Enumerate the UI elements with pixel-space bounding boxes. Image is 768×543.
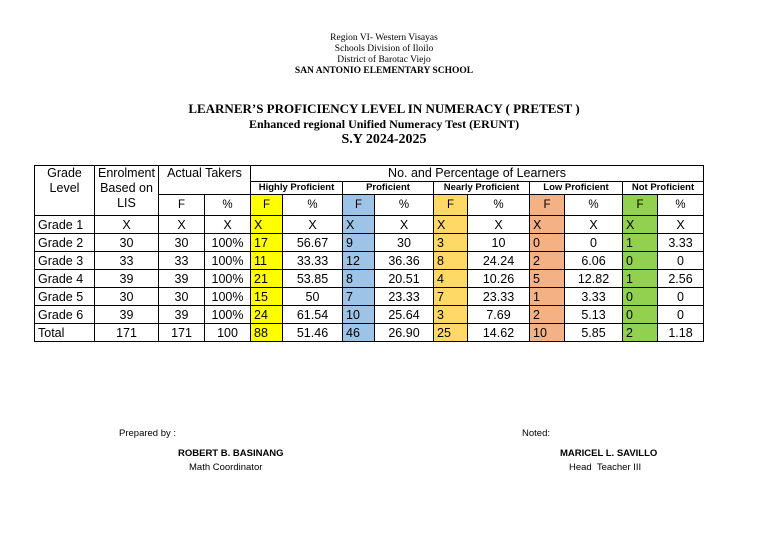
hp-pct-cell: 56.67 [283, 234, 343, 252]
report-title: LEARNER’S PROFICIENCY LEVEL IN NUMERACY ( PRETEST ) [188, 101, 580, 116]
enrolment-cell: 171 [95, 324, 159, 342]
noted-label: Noted: [522, 428, 550, 439]
nt-pct-cell: 0 [658, 306, 704, 324]
lp-pct-cell: 12.82 [565, 270, 623, 288]
grade-cell: Grade 3 [35, 252, 95, 270]
header-enrolment: Enrolment Based on LIS [95, 166, 159, 216]
grade-cell: Grade 4 [35, 270, 95, 288]
prepared-by-label: Prepared by : [119, 428, 177, 439]
hp-f-cell: X [251, 216, 283, 234]
header-low-proficient: Low Proficient [530, 182, 623, 195]
lp-pct-cell: 3.33 [565, 288, 623, 306]
header-p-f: F [343, 195, 375, 216]
takers-pct-cell: 100% [205, 288, 251, 306]
np-pct-cell: 10 [468, 234, 530, 252]
enrolment-cell: 30 [95, 288, 159, 306]
header-nt-f: F [623, 195, 658, 216]
nt-f-cell: 0 [623, 288, 658, 306]
nt-pct-cell: 2.56 [658, 270, 704, 288]
nt-pct-cell: 0 [658, 288, 704, 306]
prepared-by-title: Math Coordinator [189, 462, 263, 473]
p-pct-cell: 36.36 [375, 252, 434, 270]
total-row [35, 324, 704, 342]
prepared-by-name: ROBERT B. BASINANG [178, 448, 284, 459]
nt-f-cell: 1 [623, 234, 658, 252]
lp-f-cell: 1 [530, 288, 565, 306]
p-pct-cell: 30 [375, 234, 434, 252]
enrolment-cell: 33 [95, 252, 159, 270]
table-row [35, 306, 704, 324]
p-f-cell: 46 [343, 324, 375, 342]
hp-f-cell: 15 [251, 288, 283, 306]
header-takers-f: F [159, 195, 205, 216]
takers-cell: 39 [159, 306, 205, 324]
lp-pct-cell: 5.13 [565, 306, 623, 324]
header-p-pct: % [375, 195, 434, 216]
takers-cell: 30 [159, 234, 205, 252]
takers-pct-cell: 100% [205, 234, 251, 252]
np-pct-cell: X [468, 216, 530, 234]
table-row [35, 270, 704, 288]
division-text: Schools Division of Iloilo [334, 44, 434, 54]
hp-f-cell: 17 [251, 234, 283, 252]
p-f-cell: 7 [343, 288, 375, 306]
lp-f-cell: 0 [530, 234, 565, 252]
takers-pct-cell: 100% [205, 252, 251, 270]
lp-f-cell: 2 [530, 252, 565, 270]
p-pct-cell: 25.64 [375, 306, 434, 324]
takers-pct-cell: 100% [205, 270, 251, 288]
lp-f-cell: X [530, 216, 565, 234]
nt-f-cell: 1 [623, 270, 658, 288]
np-f-cell: 3 [434, 234, 468, 252]
p-pct-cell: 20.51 [375, 270, 434, 288]
takers-cell: 30 [159, 288, 205, 306]
np-f-cell: 3 [434, 306, 468, 324]
np-f-cell: 8 [434, 252, 468, 270]
nt-f-cell: 0 [623, 252, 658, 270]
np-f-cell: 25 [434, 324, 468, 342]
nt-pct-cell: X [658, 216, 704, 234]
np-f-cell: 4 [434, 270, 468, 288]
grade-cell: Grade 5 [35, 288, 95, 306]
header-takers-pct: % [205, 195, 251, 216]
enrolment-cell: 30 [95, 234, 159, 252]
p-f-cell: 9 [343, 234, 375, 252]
nt-f-cell: X [623, 216, 658, 234]
lp-pct-cell: 5.85 [565, 324, 623, 342]
p-f-cell: 12 [343, 252, 375, 270]
header-not-proficient: Not Proficient [623, 182, 704, 195]
takers-cell: X [159, 216, 205, 234]
table-row [35, 252, 704, 270]
hp-pct-cell: 53.85 [283, 270, 343, 288]
hp-f-cell: 21 [251, 270, 283, 288]
header-no-percentage: No. and Percentage of Learners [251, 166, 704, 182]
p-f-cell: X [343, 216, 375, 234]
table-row [35, 288, 704, 306]
np-f-cell: 7 [434, 288, 468, 306]
header-proficient: Proficient [343, 182, 434, 195]
np-pct-cell: 7.69 [468, 306, 530, 324]
district-text: District of Barotac Viejo [337, 55, 431, 65]
noted-by-name: MARICEL L. SAVILLO [560, 448, 658, 459]
p-pct-cell: 23.33 [375, 288, 434, 306]
nt-f-cell: 0 [623, 306, 658, 324]
p-pct-cell: 26.90 [375, 324, 434, 342]
p-pct-cell: X [375, 216, 434, 234]
header-lp-pct: % [565, 195, 623, 216]
hp-pct-cell: 33.33 [283, 252, 343, 270]
nt-pct-cell: 1.18 [658, 324, 704, 342]
hp-pct-cell: 61.54 [283, 306, 343, 324]
takers-cell: 39 [159, 270, 205, 288]
takers-pct-cell: X [205, 216, 251, 234]
school-year: S.Y 2024-2025 [341, 132, 427, 147]
header-actual-takers: Actual Takers [159, 166, 251, 195]
enrolment-cell: X [95, 216, 159, 234]
school-name: SAN ANTONIO ELEMENTARY SCHOOL [294, 66, 474, 76]
letterhead [0, 33, 768, 77]
hp-f-cell: 11 [251, 252, 283, 270]
np-pct-cell: 23.33 [468, 288, 530, 306]
lp-f-cell: 10 [530, 324, 565, 342]
proficiency-table [34, 165, 704, 342]
hp-f-cell: 88 [251, 324, 283, 342]
lp-f-cell: 2 [530, 306, 565, 324]
header-np-pct: % [468, 195, 530, 216]
hp-pct-cell: 50 [283, 288, 343, 306]
header-grade-level: Grade Level [35, 166, 95, 216]
takers-cell: 33 [159, 252, 205, 270]
lp-pct-cell: 0 [565, 234, 623, 252]
takers-pct-cell: 100% [205, 306, 251, 324]
grade-cell: Grade 1 [35, 216, 95, 234]
header-nt-pct: % [658, 195, 704, 216]
region-text: Region VI- Western Visayas [330, 33, 438, 43]
enrolment-cell: 39 [95, 270, 159, 288]
grade-cell: Grade 6 [35, 306, 95, 324]
takers-cell: 171 [159, 324, 205, 342]
header-highly-proficient: Highly Proficient [251, 182, 343, 195]
header-hp-pct: % [283, 195, 343, 216]
p-f-cell: 10 [343, 306, 375, 324]
header-hp-f: F [251, 195, 283, 216]
hp-f-cell: 24 [251, 306, 283, 324]
nt-pct-cell: 3.33 [658, 234, 704, 252]
noted-by-title: Head Teacher III [569, 462, 642, 473]
np-pct-cell: 14.62 [468, 324, 530, 342]
lp-pct-cell: X [565, 216, 623, 234]
grade-cell: Total [35, 324, 95, 342]
np-f-cell: X [434, 216, 468, 234]
nt-pct-cell: 0 [658, 252, 704, 270]
header-np-f: F [434, 195, 468, 216]
enrolment-cell: 39 [95, 306, 159, 324]
header-lp-f: F [530, 195, 565, 216]
np-pct-cell: 24.24 [468, 252, 530, 270]
table-row [35, 234, 704, 252]
hp-pct-cell: X [283, 216, 343, 234]
lp-f-cell: 5 [530, 270, 565, 288]
lp-pct-cell: 6.06 [565, 252, 623, 270]
report-subtitle: Enhanced regional Unified Numeracy Test (ERUNT) [248, 117, 520, 131]
header-nearly-proficient: Nearly Proficient [434, 182, 530, 195]
np-pct-cell: 10.26 [468, 270, 530, 288]
nt-f-cell: 2 [623, 324, 658, 342]
p-f-cell: 8 [343, 270, 375, 288]
table-row [35, 216, 704, 234]
grade-cell: Grade 2 [35, 234, 95, 252]
takers-pct-cell: 100 [205, 324, 251, 342]
hp-pct-cell: 51.46 [283, 324, 343, 342]
